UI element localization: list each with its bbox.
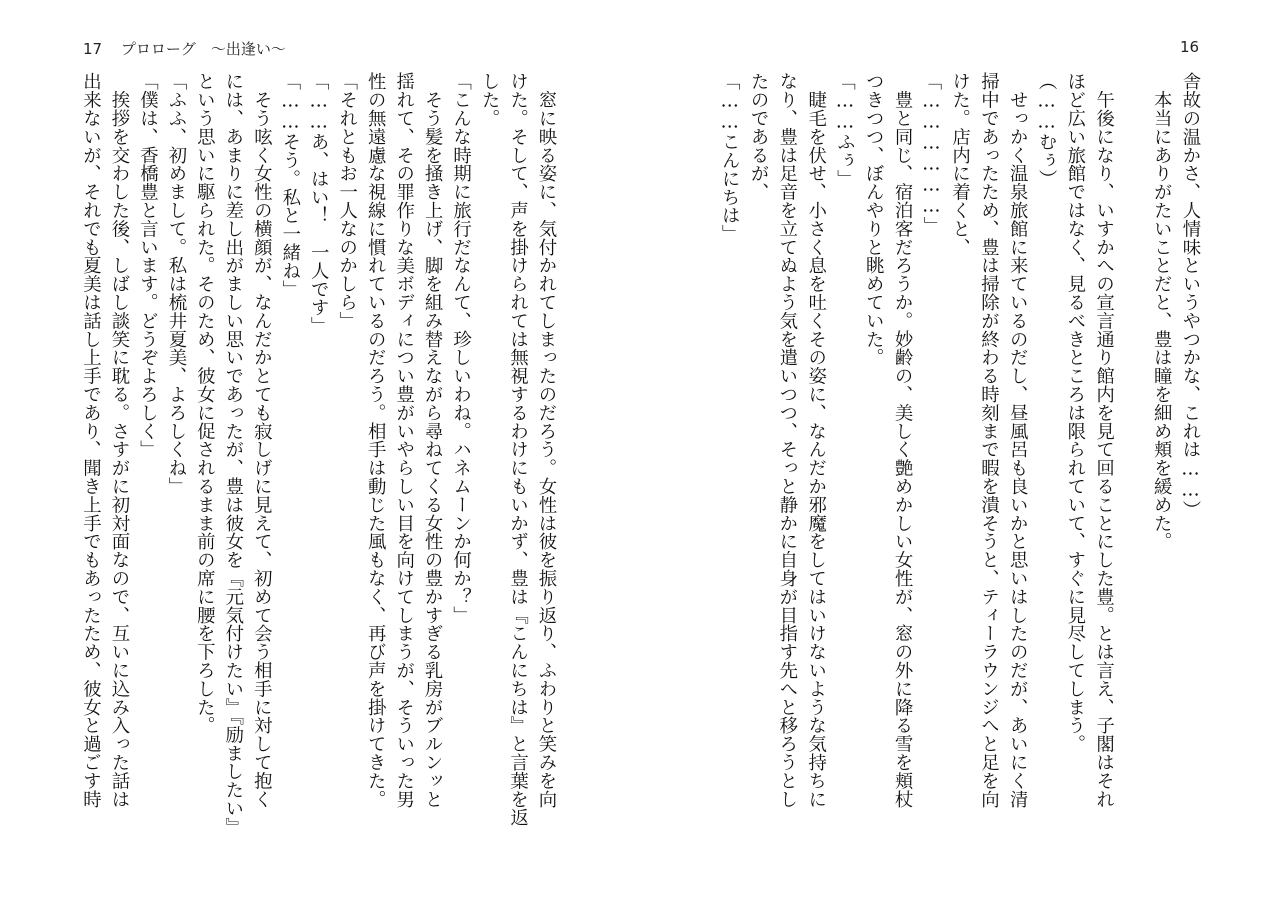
text-line: 「こんな時期に旅行だなんて、珍しいわね。ハネムーンか何か？」 [450, 72, 472, 624]
running-title: プロローグ 〜出逢い〜 [120, 40, 286, 58]
text-line: 性の無遠慮な視線に慣れているのだろう。相手は動じた風もなく、再び声を掛けてきた。 [365, 72, 387, 808]
text-line: した。 [479, 72, 501, 128]
left-page-header [83, 38, 286, 59]
text-line: 睫毛を伏せ、小さく息を吐くその姿に、なんだか邪魔をしてはいけないような気持ちに [805, 72, 827, 808]
text-line: 「……あ、はい！ 一人です」 [308, 72, 330, 335]
text-line: という思いに駆られた。そのため、彼女に促されるまま前の席に腰を下ろした。 [194, 72, 216, 735]
text-line: けた。そして、声を掛けられては無視するわけにもいかず、豊は『こんにちは』と言葉を返 [507, 72, 529, 827]
text-line: には、あまりに差し出がましい思いであったが、豊は彼女を『元気付けたい』『励ましたい』 [222, 72, 244, 836]
text-line: 挨拶を交わした後、しばし談笑に耽る。さすがに初対面なので、互いに込み入った話は [108, 72, 130, 808]
left-page-body [76, 72, 560, 862]
text-line: 本当にありがたいことだと、豊は瞳を細め頬を緩めた。 [1151, 72, 1173, 551]
text-line: 揺れて、その罪作りな美ボディについ豊がいやらしい目を向けてしまうが、そういった男 [393, 72, 415, 808]
text-line: そう髪を掻き上げ、脚を組み替えながら尋ねてくる女性の豊かすぎる乳房がブルンッと [422, 72, 444, 808]
right-page-header [1180, 38, 1199, 56]
right-page-body [560, 72, 1204, 862]
text-line: たのであるが、 [748, 72, 770, 201]
text-line: 「ふふ、初めまして。私は梳井夏美、よろしくね」 [165, 72, 187, 496]
text-line: 出来ないが、それでも夏美は話し上手であり、聞き上手でもあったため、彼女と過ごす時 [80, 72, 102, 808]
text-line: つきつつ、ぼんやりと眺めていた。 [863, 72, 885, 367]
left-page-number: 17 [83, 40, 103, 58]
text-line: 午後になり、いすかへの宣言通り館内を見て回ることにした豊。とは言え、子閣はそれ [1093, 72, 1115, 808]
text-line: 「それともお一人なのかしら」 [336, 72, 358, 330]
text-line: 「……そう。私と一緒ね」 [279, 72, 301, 298]
text-line: 「僕は、香橋豊と言います。どうぞよろしく」 [137, 72, 159, 459]
text-line: 豊と同じ、宿泊客だろうか。妙齢の、美しく艶めかしい女性が、窓の外に降る雪を頬杖 [892, 72, 914, 808]
text-line: 舎故の温かさ、人情味というやつかな、これは……） [1180, 72, 1201, 519]
text-line: 「………………」 [920, 72, 942, 235]
text-line: 掃中であったため、豊は掃除が終わる時刻まで暇を潰そうと、ティーラウンジへと足を向 [978, 72, 1000, 808]
text-line: 「……ふぅ」 [834, 72, 856, 188]
blank-line [1118, 72, 1147, 862]
text-line: 窓に映る姿に、気付かれてしまったのだろう。女性は彼を振り返り、ふわりと笑みを向 [536, 72, 557, 808]
text-line: 「……こんにちは」 [719, 72, 741, 243]
text-line: せっかく温泉旅館に来ているのだし、昼風呂も良いかと思いはしたのだが、あいにく清 [1007, 72, 1029, 808]
text-line: けた。店内に着くと、 [949, 72, 971, 256]
right-page-number: 16 [1180, 38, 1200, 56]
text-line: そう呟く女性の横顔が、なんだかとても寂しげに見えて、初めて会う相手に対して抱く [251, 72, 273, 808]
text-line: ほど広い旅館ではなく、見るべきところは限られていて、すぐに見尽してしまう。 [1064, 72, 1086, 753]
text-line: なり、豊は足音を立てぬよう気を遣いつつ、そっと静かに自身が目指す先へと移ろうとし [776, 72, 798, 808]
text-line: （……むぅ） [1036, 72, 1058, 188]
